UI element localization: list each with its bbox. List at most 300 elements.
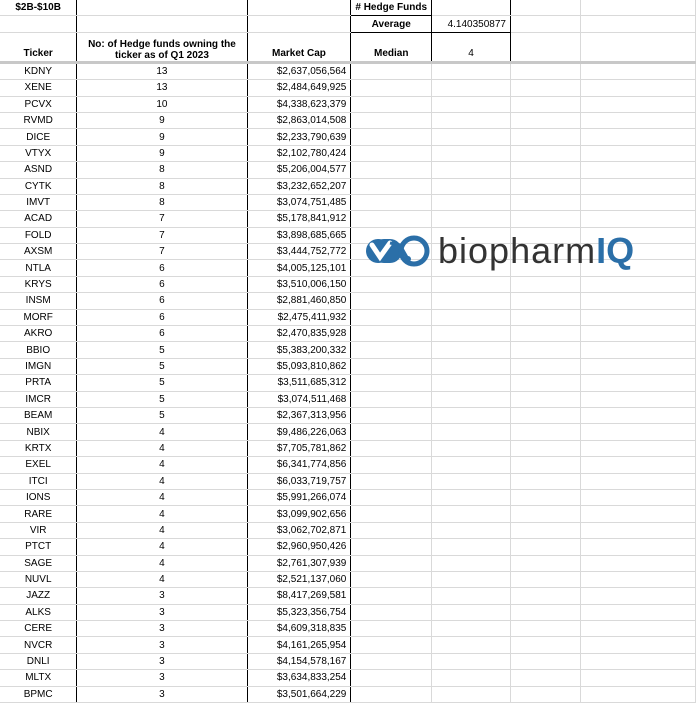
empty-cell[interactable]	[351, 506, 432, 522]
funds-count-cell[interactable]: 4	[77, 440, 247, 456]
market-cap-cell[interactable]: $5,323,356,754	[247, 604, 351, 620]
empty-cell[interactable]	[510, 424, 580, 440]
ticker-cell[interactable]: AXSM	[0, 244, 77, 260]
funds-count-cell[interactable]: 4	[77, 555, 247, 571]
funds-count-cell[interactable]: 3	[77, 653, 247, 669]
ticker-cell[interactable]: NVCR	[0, 637, 77, 653]
empty-cell[interactable]	[510, 96, 580, 112]
empty-cell[interactable]	[432, 571, 511, 587]
empty-cell[interactable]	[351, 653, 432, 669]
empty-cell[interactable]	[580, 96, 695, 112]
market-cap-cell[interactable]: $5,093,810,862	[247, 358, 351, 374]
empty-cell[interactable]	[580, 112, 695, 128]
market-cap-cell[interactable]: $9,486,226,063	[247, 424, 351, 440]
market-cap-cell[interactable]: $5,991,266,074	[247, 489, 351, 505]
market-cap-cell[interactable]: $6,341,774,856	[247, 457, 351, 473]
market-cap-cell[interactable]: $4,005,125,101	[247, 260, 351, 276]
funds-count-cell[interactable]: 4	[77, 489, 247, 505]
market-cap-cell[interactable]: $3,074,511,468	[247, 391, 351, 407]
empty-cell[interactable]	[351, 539, 432, 555]
funds-count-cell[interactable]: 3	[77, 621, 247, 637]
empty-cell[interactable]	[510, 473, 580, 489]
ticker-cell[interactable]: ASND	[0, 162, 77, 178]
empty-cell[interactable]	[510, 457, 580, 473]
empty-cell[interactable]	[432, 440, 511, 456]
funds-count-cell[interactable]: 4	[77, 473, 247, 489]
empty-cell[interactable]	[510, 670, 580, 686]
market-cap-cell[interactable]: $2,475,411,932	[247, 309, 351, 325]
empty-cell[interactable]	[510, 32, 580, 62]
funds-count-cell[interactable]: 7	[77, 227, 247, 243]
market-cap-cell[interactable]: $5,178,841,912	[247, 211, 351, 227]
empty-cell[interactable]	[77, 16, 247, 32]
market-cap-cell[interactable]: $4,609,318,835	[247, 621, 351, 637]
ticker-cell[interactable]: PCVX	[0, 96, 77, 112]
empty-cell[interactable]	[247, 16, 351, 32]
empty-cell[interactable]	[580, 539, 695, 555]
ticker-cell[interactable]: MLTX	[0, 670, 77, 686]
ticker-cell[interactable]: EXEL	[0, 457, 77, 473]
ticker-cell[interactable]: RVMD	[0, 112, 77, 128]
empty-cell[interactable]	[580, 621, 695, 637]
empty-cell[interactable]	[580, 555, 695, 571]
empty-cell[interactable]	[580, 32, 695, 62]
ticker-header-cell[interactable]: Ticker	[0, 32, 77, 62]
empty-cell[interactable]	[351, 276, 432, 292]
empty-cell[interactable]	[580, 571, 695, 587]
empty-cell[interactable]	[247, 0, 351, 16]
market-cap-cell[interactable]: $2,521,137,060	[247, 571, 351, 587]
market-cap-cell[interactable]: $3,634,833,254	[247, 670, 351, 686]
funds-count-cell[interactable]: 4	[77, 424, 247, 440]
empty-cell[interactable]	[580, 522, 695, 538]
empty-cell[interactable]	[510, 0, 580, 16]
empty-cell[interactable]	[580, 129, 695, 145]
empty-cell[interactable]	[432, 522, 511, 538]
table-row	[0, 539, 696, 555]
empty-cell[interactable]	[510, 555, 580, 571]
ticker-cell[interactable]: ITCI	[0, 473, 77, 489]
market-cap-cell[interactable]: $3,099,902,656	[247, 506, 351, 522]
table-row	[0, 358, 696, 374]
funds-count-cell[interactable]: 4	[77, 457, 247, 473]
empty-cell[interactable]	[510, 489, 580, 505]
empty-cell[interactable]	[580, 342, 695, 358]
funds-count-cell[interactable]: 5	[77, 407, 247, 423]
empty-cell[interactable]	[510, 539, 580, 555]
ticker-cell[interactable]: ACAD	[0, 211, 77, 227]
empty-cell[interactable]	[432, 539, 511, 555]
empty-cell[interactable]	[510, 194, 580, 210]
empty-cell[interactable]	[351, 391, 432, 407]
market-cap-cell[interactable]: $4,161,265,954	[247, 637, 351, 653]
funds-count-cell[interactable]: 3	[77, 588, 247, 604]
empty-cell[interactable]	[432, 80, 511, 96]
market-cap-cell[interactable]: $4,154,578,167	[247, 653, 351, 669]
empty-cell[interactable]	[77, 0, 247, 16]
empty-cell[interactable]	[510, 129, 580, 145]
ticker-cell[interactable]: BPMC	[0, 686, 77, 702]
average-label-cell[interactable]: Average	[351, 16, 432, 32]
empty-cell[interactable]	[432, 62, 511, 79]
empty-cell[interactable]	[510, 80, 580, 96]
empty-cell[interactable]	[580, 637, 695, 653]
ticker-cell[interactable]: BBIO	[0, 342, 77, 358]
empty-cell[interactable]	[580, 670, 695, 686]
empty-cell[interactable]	[432, 506, 511, 522]
empty-cell[interactable]	[580, 489, 695, 505]
market-cap-cell[interactable]: $7,705,781,862	[247, 440, 351, 456]
market-cap-cell[interactable]: $3,062,702,871	[247, 522, 351, 538]
funds-count-cell[interactable]: 8	[77, 178, 247, 194]
funds-count-cell[interactable]: 4	[77, 539, 247, 555]
funds-count-cell[interactable]: 8	[77, 194, 247, 210]
empty-cell[interactable]	[510, 178, 580, 194]
empty-cell[interactable]	[351, 424, 432, 440]
empty-cell[interactable]	[432, 342, 511, 358]
empty-cell[interactable]	[432, 145, 511, 161]
empty-cell[interactable]	[432, 194, 511, 210]
ticker-cell[interactable]: JAZZ	[0, 588, 77, 604]
ticker-cell[interactable]: KDNY	[0, 62, 77, 79]
average-value-cell[interactable]: 4.140350877	[432, 16, 511, 32]
empty-cell[interactable]	[580, 194, 695, 210]
table-row	[0, 276, 696, 292]
market-cap-cell[interactable]: $2,761,307,939	[247, 555, 351, 571]
ticker-cell[interactable]: NTLA	[0, 260, 77, 276]
table-row	[0, 178, 696, 194]
empty-cell[interactable]	[510, 522, 580, 538]
table-row	[0, 293, 696, 309]
ticker-cell[interactable]: XENE	[0, 80, 77, 96]
empty-cell[interactable]	[432, 588, 511, 604]
funds-count-cell[interactable]: 3	[77, 604, 247, 620]
empty-cell[interactable]	[580, 375, 695, 391]
empty-cell[interactable]	[351, 309, 432, 325]
empty-cell[interactable]	[432, 670, 511, 686]
empty-cell[interactable]	[510, 571, 580, 587]
ticker-cell[interactable]: CYTK	[0, 178, 77, 194]
empty-cell[interactable]	[510, 326, 580, 342]
empty-cell[interactable]	[351, 588, 432, 604]
funds-count-cell[interactable]: 7	[77, 211, 247, 227]
empty-cell[interactable]	[351, 670, 432, 686]
empty-cell[interactable]	[432, 375, 511, 391]
empty-cell[interactable]	[580, 424, 695, 440]
empty-cell[interactable]	[432, 473, 511, 489]
empty-cell[interactable]	[432, 604, 511, 620]
table-row	[0, 80, 696, 96]
ticker-cell[interactable]: AKRO	[0, 326, 77, 342]
market-cap-cell[interactable]: $3,232,652,207	[247, 178, 351, 194]
empty-cell[interactable]	[510, 309, 580, 325]
empty-cell[interactable]	[580, 506, 695, 522]
empty-cell[interactable]	[432, 391, 511, 407]
market-cap-cell[interactable]: $2,470,835,928	[247, 326, 351, 342]
empty-cell[interactable]	[351, 80, 432, 96]
market-cap-cell[interactable]: $5,383,200,332	[247, 342, 351, 358]
empty-cell[interactable]	[580, 457, 695, 473]
table-row	[0, 424, 696, 440]
market-cap-cell[interactable]: $5,206,004,577	[247, 162, 351, 178]
ticker-cell[interactable]: DICE	[0, 129, 77, 145]
funds-header-cell[interactable]: No: of Hedge funds owning the ticker as of Q1 2023	[77, 32, 247, 62]
empty-cell[interactable]	[432, 424, 511, 440]
empty-cell[interactable]	[351, 375, 432, 391]
table-row	[0, 604, 696, 620]
table-row	[0, 194, 696, 210]
empty-cell[interactable]	[351, 489, 432, 505]
empty-cell[interactable]	[432, 112, 511, 128]
empty-cell[interactable]	[510, 375, 580, 391]
funds-count-cell[interactable]: 4	[77, 571, 247, 587]
funds-count-cell[interactable]: 6	[77, 309, 247, 325]
empty-cell[interactable]	[510, 621, 580, 637]
funds-count-cell[interactable]: 3	[77, 670, 247, 686]
ticker-cell[interactable]: IONS	[0, 489, 77, 505]
empty-cell[interactable]	[580, 211, 695, 227]
ticker-cell[interactable]: VTYX	[0, 145, 77, 161]
empty-cell[interactable]	[510, 440, 580, 456]
empty-cell[interactable]	[351, 62, 432, 79]
market-cap-cell[interactable]: $2,863,014,508	[247, 112, 351, 128]
empty-cell[interactable]	[580, 588, 695, 604]
hedge-funds-label-cell[interactable]: # Hedge Funds	[351, 0, 432, 16]
funds-count-cell[interactable]: 6	[77, 293, 247, 309]
empty-cell[interactable]	[510, 62, 580, 79]
empty-cell[interactable]	[351, 522, 432, 538]
ticker-cell[interactable]: RARE	[0, 506, 77, 522]
ticker-cell[interactable]: IMCR	[0, 391, 77, 407]
empty-cell[interactable]	[432, 276, 511, 292]
empty-cell[interactable]	[432, 489, 511, 505]
empty-cell[interactable]	[510, 16, 580, 32]
empty-cell[interactable]	[432, 293, 511, 309]
empty-cell[interactable]	[580, 473, 695, 489]
table-row	[0, 686, 696, 702]
empty-cell[interactable]	[510, 604, 580, 620]
empty-cell[interactable]	[510, 506, 580, 522]
empty-cell[interactable]	[351, 162, 432, 178]
empty-cell[interactable]	[580, 80, 695, 96]
table-row	[0, 112, 696, 128]
funds-count-cell[interactable]: 9	[77, 129, 247, 145]
empty-cell[interactable]	[432, 178, 511, 194]
empty-cell[interactable]	[432, 162, 511, 178]
funds-count-cell[interactable]: 8	[77, 162, 247, 178]
median-label-cell[interactable]: Median	[351, 32, 432, 62]
funds-count-cell[interactable]: 13	[77, 80, 247, 96]
funds-count-cell[interactable]: 5	[77, 375, 247, 391]
empty-cell[interactable]	[510, 391, 580, 407]
market-cap-cell[interactable]: $3,510,006,150	[247, 276, 351, 292]
empty-cell[interactable]	[351, 145, 432, 161]
empty-cell[interactable]	[580, 276, 695, 292]
empty-cell[interactable]	[510, 637, 580, 653]
empty-cell[interactable]	[0, 16, 77, 32]
table-row	[0, 653, 696, 669]
ticker-cell[interactable]: INSM	[0, 293, 77, 309]
empty-cell[interactable]	[351, 407, 432, 423]
funds-count-cell[interactable]: 5	[77, 391, 247, 407]
ticker-cell[interactable]: PRTA	[0, 375, 77, 391]
empty-cell[interactable]	[580, 407, 695, 423]
empty-cell[interactable]	[432, 621, 511, 637]
empty-cell[interactable]	[351, 112, 432, 128]
empty-cell[interactable]	[510, 162, 580, 178]
empty-cell[interactable]	[351, 637, 432, 653]
funds-count-cell[interactable]: 9	[77, 145, 247, 161]
funds-count-cell[interactable]: 7	[77, 244, 247, 260]
empty-cell[interactable]	[351, 686, 432, 702]
funds-count-cell[interactable]: 4	[77, 522, 247, 538]
empty-cell[interactable]	[580, 162, 695, 178]
empty-cell[interactable]	[580, 326, 695, 342]
empty-cell[interactable]	[351, 621, 432, 637]
median-value-cell[interactable]: 4	[432, 32, 511, 62]
empty-cell[interactable]	[580, 604, 695, 620]
empty-cell[interactable]	[580, 178, 695, 194]
ticker-cell[interactable]: KRYS	[0, 276, 77, 292]
empty-cell[interactable]	[351, 571, 432, 587]
empty-cell[interactable]	[432, 211, 511, 227]
market-cap-cell[interactable]: $4,338,623,379	[247, 96, 351, 112]
empty-cell[interactable]	[432, 326, 511, 342]
ticker-cell[interactable]: NBIX	[0, 424, 77, 440]
marketcap-header-cell[interactable]: Market Cap	[247, 32, 351, 62]
empty-cell[interactable]	[351, 473, 432, 489]
empty-cell[interactable]	[351, 293, 432, 309]
empty-cell[interactable]	[580, 309, 695, 325]
empty-cell[interactable]	[351, 604, 432, 620]
market-cap-cell[interactable]: $2,881,460,850	[247, 293, 351, 309]
funds-count-cell[interactable]: 3	[77, 686, 247, 702]
table-row	[0, 211, 696, 227]
empty-cell[interactable]	[580, 440, 695, 456]
empty-cell[interactable]	[510, 276, 580, 292]
empty-cell[interactable]	[432, 0, 511, 16]
market-cap-cell[interactable]: $2,960,950,426	[247, 539, 351, 555]
empty-cell[interactable]	[580, 145, 695, 161]
ticker-cell[interactable]: PTCT	[0, 539, 77, 555]
ticker-cell[interactable]: VIR	[0, 522, 77, 538]
table-row	[0, 621, 696, 637]
empty-cell[interactable]	[432, 129, 511, 145]
empty-cell[interactable]	[580, 16, 695, 32]
funds-count-cell[interactable]: 6	[77, 260, 247, 276]
funds-count-cell[interactable]: 10	[77, 96, 247, 112]
empty-cell[interactable]	[351, 555, 432, 571]
ticker-cell[interactable]: FOLD	[0, 227, 77, 243]
market-cap-cell[interactable]: $3,898,685,665	[247, 227, 351, 243]
empty-cell[interactable]	[580, 686, 695, 702]
empty-cell[interactable]	[432, 555, 511, 571]
market-cap-cell[interactable]: $2,233,790,639	[247, 129, 351, 145]
funds-count-cell[interactable]: 13	[77, 62, 247, 79]
empty-cell[interactable]	[510, 145, 580, 161]
empty-cell[interactable]	[510, 653, 580, 669]
ticker-cell[interactable]: NUVL	[0, 571, 77, 587]
market-cap-cell[interactable]: $2,367,313,956	[247, 407, 351, 423]
table-row	[0, 62, 696, 79]
empty-cell[interactable]	[432, 358, 511, 374]
empty-cell[interactable]	[351, 211, 432, 227]
ticker-cell[interactable]: ALKS	[0, 604, 77, 620]
empty-cell[interactable]	[580, 293, 695, 309]
funds-count-cell[interactable]: 9	[77, 112, 247, 128]
ticker-cell[interactable]: BEAM	[0, 407, 77, 423]
empty-cell[interactable]	[432, 309, 511, 325]
funds-count-cell[interactable]: 4	[77, 506, 247, 522]
market-cap-cell[interactable]: $2,102,780,424	[247, 145, 351, 161]
empty-cell[interactable]	[510, 211, 580, 227]
empty-cell[interactable]	[432, 653, 511, 669]
ticker-cell[interactable]: KRTX	[0, 440, 77, 456]
ticker-cell[interactable]: IMVT	[0, 194, 77, 210]
empty-cell[interactable]	[580, 0, 695, 16]
market-cap-cell[interactable]: $3,444,752,772	[247, 244, 351, 260]
empty-cell[interactable]	[432, 686, 511, 702]
empty-cell[interactable]	[351, 326, 432, 342]
empty-cell[interactable]	[351, 342, 432, 358]
empty-cell[interactable]	[432, 407, 511, 423]
empty-cell[interactable]	[580, 391, 695, 407]
empty-cell[interactable]	[351, 96, 432, 112]
ticker-cell[interactable]: CERE	[0, 621, 77, 637]
range-label-cell[interactable]: $2B-$10B	[0, 0, 77, 16]
empty-cell[interactable]	[580, 62, 695, 79]
empty-cell[interactable]	[432, 96, 511, 112]
empty-cell[interactable]	[432, 457, 511, 473]
market-cap-cell[interactable]: $2,484,649,925	[247, 80, 351, 96]
empty-cell[interactable]	[351, 358, 432, 374]
market-cap-cell[interactable]: $3,501,664,229	[247, 686, 351, 702]
empty-cell[interactable]	[510, 686, 580, 702]
table-row	[0, 571, 696, 587]
empty-cell[interactable]	[510, 112, 580, 128]
empty-cell[interactable]	[351, 440, 432, 456]
empty-cell[interactable]	[351, 457, 432, 473]
empty-cell[interactable]	[510, 407, 580, 423]
empty-cell[interactable]	[580, 358, 695, 374]
empty-cell[interactable]	[351, 194, 432, 210]
funds-count-cell[interactable]: 6	[77, 326, 247, 342]
market-cap-cell[interactable]: $8,417,269,581	[247, 588, 351, 604]
empty-cell[interactable]	[432, 637, 511, 653]
ticker-cell[interactable]: SAGE	[0, 555, 77, 571]
empty-cell[interactable]	[351, 178, 432, 194]
table-row	[0, 375, 696, 391]
funds-count-cell[interactable]: 5	[77, 342, 247, 358]
market-cap-cell[interactable]: $3,511,685,312	[247, 375, 351, 391]
table-row	[0, 145, 696, 161]
ticker-cell[interactable]: MORF	[0, 309, 77, 325]
empty-cell[interactable]	[351, 129, 432, 145]
funds-count-cell[interactable]: 3	[77, 637, 247, 653]
empty-cell[interactable]	[510, 342, 580, 358]
market-cap-cell[interactable]: $2,637,056,564	[247, 62, 351, 79]
funds-count-cell[interactable]: 6	[77, 276, 247, 292]
market-cap-cell[interactable]: $6,033,719,757	[247, 473, 351, 489]
funds-count-cell[interactable]: 5	[77, 358, 247, 374]
empty-cell[interactable]	[510, 588, 580, 604]
ticker-cell[interactable]: IMGN	[0, 358, 77, 374]
empty-cell[interactable]	[510, 358, 580, 374]
empty-cell[interactable]	[580, 653, 695, 669]
market-cap-cell[interactable]: $3,074,751,485	[247, 194, 351, 210]
ticker-cell[interactable]: DNLI	[0, 653, 77, 669]
empty-cell[interactable]	[510, 293, 580, 309]
